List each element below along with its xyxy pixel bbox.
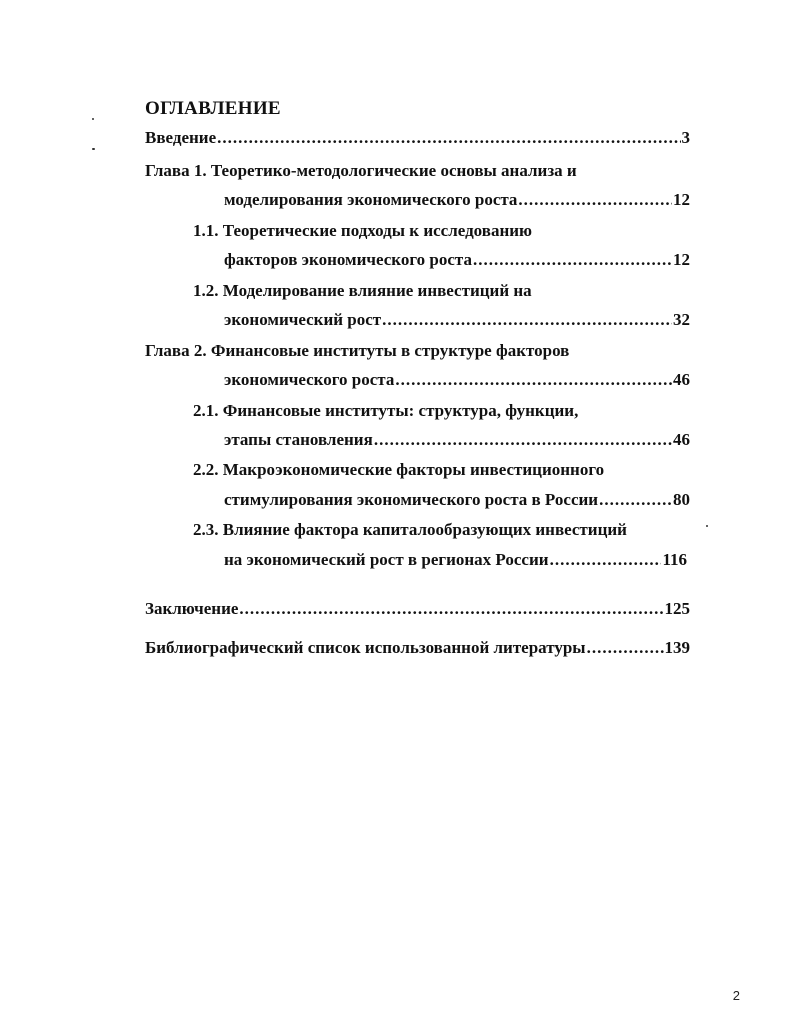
toc-entry-label: факторов экономического роста (224, 250, 472, 269)
toc-page-number: 125 (664, 599, 690, 618)
dot-leader (473, 249, 672, 271)
scan-speck (706, 525, 708, 527)
toc-entry-section-2-2 (224, 489, 690, 511)
scan-speck (92, 148, 95, 150)
toc-entry-label: стимулирования экономического роста в России (224, 490, 599, 509)
dot-leader (374, 429, 672, 451)
toc-entry-label: Библиографический список использованной литературы (145, 638, 586, 657)
toc-entry-chapter-1 (224, 189, 690, 211)
section-heading: 2.2. Макроэкономические факторы инвестиционного (193, 460, 605, 479)
dot-leader (518, 189, 672, 211)
toc-page-number: 46 (673, 430, 690, 449)
section-heading: 2.3. Влияние фактора капиталообразующих инвестиций (193, 520, 627, 539)
toc-entry-label: Введение (145, 128, 217, 147)
dot-leader (587, 637, 664, 659)
toc-entry-label: моделирования экономического роста (224, 190, 518, 209)
toc-page-number: 139 (664, 638, 690, 657)
section-heading: 1.2. Моделирование влияние инвестиций на (193, 281, 532, 300)
scan-speck (92, 118, 94, 120)
toc-entry-label: на экономический рост в регионах России (224, 550, 549, 569)
dot-leader (599, 489, 672, 511)
toc-page-number: 12 (673, 250, 690, 269)
toc-title: ОГЛАВЛЕНИЕ (145, 98, 281, 119)
toc-entry-bibliography (145, 637, 690, 659)
toc-entry-section-1-1 (224, 249, 690, 271)
dot-leader (550, 549, 662, 571)
toc-entry-intro (145, 127, 690, 149)
dot-leader (217, 127, 680, 149)
dot-leader (395, 369, 672, 391)
toc-entry-label: этапы становления (224, 430, 373, 449)
toc-page-number: 46 (673, 370, 690, 389)
toc-page-number: 3 (681, 128, 690, 147)
toc-entry-section-1-2 (224, 309, 690, 331)
toc-entry-label: Заключение (145, 599, 239, 618)
section-heading: 1.1. Теоретические подходы к исследованию (193, 221, 533, 240)
toc-entry-section-2-1 (224, 429, 690, 451)
toc-page-number: 32 (673, 310, 690, 329)
toc-entry-section-2-3 (224, 549, 687, 571)
toc-entry-label: экономического роста (224, 370, 395, 389)
dot-leader (239, 598, 663, 620)
toc-page-number: 80 (673, 490, 690, 509)
chapter-heading: Глава 2. Финансовые институты в структуре факторов (145, 341, 570, 360)
toc-page-number: 116 (662, 550, 687, 569)
page-number: 2 (732, 988, 740, 1003)
section-heading: 2.1. Финансовые институты: структура, функции, (193, 401, 579, 420)
dot-leader (382, 309, 672, 331)
toc-entry-label: экономический рост (224, 310, 382, 329)
toc-page-number: 12 (673, 190, 690, 209)
toc-entry-conclusion (145, 598, 690, 620)
chapter-heading: Глава 1. Теоретико-методологические основы анализа и (145, 161, 577, 180)
toc-entry-chapter-2 (224, 369, 690, 391)
